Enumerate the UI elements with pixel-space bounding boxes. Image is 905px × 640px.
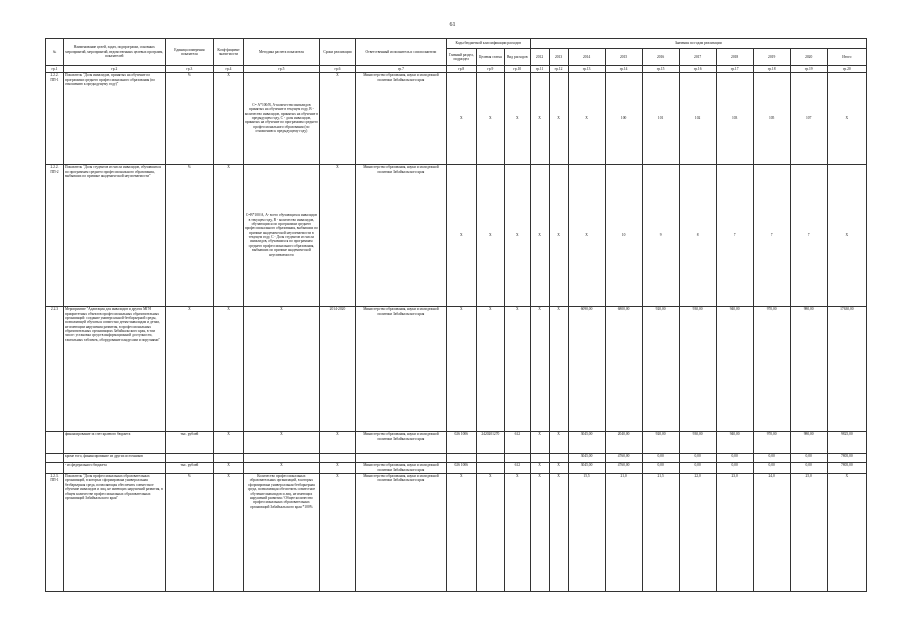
table-body	[46, 72, 867, 591]
row-total-cell: 17630,00	[827, 306, 866, 431]
header-num: №	[46, 39, 64, 66]
row-terms-cell: X	[319, 164, 355, 306]
row-year-value-cell: 0,00	[790, 462, 827, 473]
row-unit-cell: %	[165, 72, 214, 164]
header-unit: Единица измерения показателя	[165, 39, 214, 66]
col-number: гр.6	[319, 66, 355, 73]
row-year-value-cell: X	[530, 462, 549, 473]
col-number: гр.18	[753, 66, 790, 73]
table-row	[46, 462, 867, 473]
row-year-value-cell: 10	[605, 164, 642, 306]
row-method-cell	[243, 453, 319, 462]
row-terms-cell: 2014-2020	[319, 306, 355, 431]
row-year-value-cell: 930,00	[679, 306, 716, 431]
row-year-value-cell: 0,00	[790, 453, 827, 462]
table-row	[46, 453, 867, 462]
col-number: гр.14	[605, 66, 642, 73]
row-name-cell: кроме того, финансирование из других источников	[63, 453, 165, 462]
row-year-value-cell: 0,00	[679, 453, 716, 462]
row-number-cell	[46, 431, 64, 453]
row-number-cell: 2.2.2. ПП-1	[46, 72, 64, 164]
row-year-value-cell: 9	[642, 164, 679, 306]
row-name-cell: - из федерального бюджета	[63, 462, 165, 473]
row-total-cell: 7805,00	[827, 453, 866, 462]
row-name-cell: Показатель "Доля студентов из числа инвалидов, обучавшихся по программам среднего профессионального образования, выбывших по причине академической неуспеваемости"	[63, 164, 165, 306]
row-responsible-cell: Министерство образования, науки и молодежной политики Забайкальского края	[355, 306, 446, 431]
col-number: гр.7	[355, 66, 446, 73]
row-terms-cell: X	[319, 462, 355, 473]
row-year-value-cell	[530, 453, 549, 462]
row-year-value-cell: 6800,00	[605, 306, 642, 431]
row-year-value-cell: 7	[716, 164, 753, 306]
row-year-value-cell: 3045,00	[568, 462, 605, 473]
header-budget-codes: Коды бюджетной классификации расходов	[446, 39, 530, 49]
header-budget-type: Вид расходов	[505, 49, 530, 66]
row-responsible-cell: Министерство образования, науки и молодежной политики Забайкальского края	[355, 473, 446, 591]
row-year-value-cell: X	[568, 164, 605, 306]
col-number: гр.5	[243, 66, 319, 73]
col-number: гр.11	[530, 66, 549, 73]
row-total-cell: 7805,00	[827, 462, 866, 473]
row-unit-cell: %	[165, 473, 214, 591]
row-responsible-cell: Министерство образования, науки и молодежной политики Забайкальского края	[355, 431, 446, 453]
header-coef: Коэф-фициент значи-мости	[214, 39, 244, 66]
row-year-value-cell: 8	[679, 164, 716, 306]
row-responsible-cell: Министерство образования, науки и молодежной политики Забайкальского края	[355, 72, 446, 164]
row-budget-main-cell: 026 1006	[446, 462, 476, 473]
header-year-2020: 2020	[790, 49, 827, 66]
row-year-value-cell: X	[549, 306, 568, 431]
row-budget-type-cell: 612	[505, 462, 530, 473]
row-year-value-cell: 101	[642, 72, 679, 164]
row-year-value-cell: X	[530, 72, 549, 164]
row-year-value-cell: 0,00	[753, 453, 790, 462]
row-coef-cell: X	[214, 72, 244, 164]
row-total-cell: X	[827, 164, 866, 306]
row-terms-cell	[319, 453, 355, 462]
row-budget-type-cell	[505, 453, 530, 462]
row-terms-cell: X	[319, 431, 355, 453]
row-coef-cell	[214, 453, 244, 462]
header-budget-target: Целевая статья	[476, 49, 505, 66]
row-year-value-cell: X	[530, 164, 549, 306]
row-budget-type-cell: X	[505, 473, 530, 591]
row-number-cell: 2.2.2. ПП-2	[46, 164, 64, 306]
row-number-cell: 2.2.3. ПП-1	[46, 473, 64, 591]
row-budget-target-cell: 2420201270	[476, 431, 505, 453]
row-terms-cell: X	[319, 72, 355, 164]
header-budget-main: Главный раздел, подраздел	[446, 49, 476, 66]
header-year-2016: 2016	[642, 49, 679, 66]
row-terms-cell: X	[319, 473, 355, 591]
row-year-value-cell: 107	[790, 72, 827, 164]
col-number: гр.1	[46, 66, 64, 73]
program-table	[45, 38, 867, 592]
row-responsible-cell: Министерство образования, науки и молодежной политики Забайкальского края	[355, 164, 446, 306]
row-year-value-cell: 2040,00	[605, 431, 642, 453]
row-year-value-cell: 0,00	[716, 462, 753, 473]
row-year-value-cell: 102	[679, 72, 716, 164]
row-year-value-cell: X	[549, 431, 568, 453]
row-method-cell: С=В*100/А, А- всего обучающихся инвалидов в текущем году, В - количество инвалидов, обучающихся по программам среднего профессионального образования, выбывших по причине академической неуспеваемости в текущем году, С - Доля студентов из числа инвалидов, обучавшихся по программам среднего профессионального образования, выбывших по причине академической неуспеваемости	[243, 164, 319, 306]
row-year-value-cell: 21,5	[642, 473, 679, 591]
row-coef-cell: X	[214, 306, 244, 431]
row-budget-target-cell	[476, 453, 505, 462]
table-row	[46, 473, 867, 591]
row-year-value-cell: X	[530, 431, 549, 453]
header-method: Методика расчета показателя	[243, 39, 319, 66]
header-terms: Сроки реализации	[319, 39, 355, 66]
row-name-cell: Показатель "Доля инвалидов, принятых на обучение по программам среднего профессионального образования (по отношению к предыдущему году)"	[63, 72, 165, 164]
row-year-value-cell: 0,00	[753, 462, 790, 473]
header-total: Итого	[827, 49, 866, 66]
header-year-2015: 2015	[605, 49, 642, 66]
row-budget-type-cell: 612	[505, 431, 530, 453]
row-number-cell	[46, 462, 64, 473]
row-budget-main-cell: 026 1006	[446, 431, 476, 453]
row-year-value-cell: 940,00	[716, 431, 753, 453]
col-number: гр.9	[476, 66, 505, 73]
col-number: гр.10	[505, 66, 530, 73]
row-year-value-cell: 7	[753, 164, 790, 306]
row-number-cell: 2.2.3	[46, 306, 64, 431]
row-year-value-cell: X	[549, 462, 568, 473]
row-year-value-cell: 103	[716, 72, 753, 164]
row-year-value-cell: 940,00	[716, 306, 753, 431]
row-budget-target-cell: X	[476, 306, 505, 431]
col-number: гр.17	[716, 66, 753, 73]
col-number: гр.13	[568, 66, 605, 73]
row-unit-cell	[165, 453, 214, 462]
row-year-value-cell: X	[549, 164, 568, 306]
row-year-value-cell: 25,0	[790, 473, 827, 591]
row-total-cell: 9825,00	[827, 431, 866, 453]
header-year-2014: 2014	[568, 49, 605, 66]
row-year-value-cell: 0,00	[679, 462, 716, 473]
row-total-cell: X	[827, 72, 866, 164]
row-method-cell: Количество профессиональных образовательных организаций, в которых сформирована универсальная безбарьерная среда, позволяющая обеспечить совместное обучение инвалидов и лиц, не имеющих нарушений развития / Общее количество профессиональных образовательных организаций Забайкальского края *100%	[243, 473, 319, 591]
col-number: гр.8	[446, 66, 476, 73]
table-row	[46, 306, 867, 431]
row-method-cell: X	[243, 462, 319, 473]
row-year-value-cell: 980,00	[790, 431, 827, 453]
row-method-cell: X	[243, 431, 319, 453]
row-year-value-cell: 4760,00	[605, 453, 642, 462]
row-method-cell: С= А*100/В, А-количество инвалидов принятых на обучение в текущем году, В - количество инвалидов, принятых на обучение в предыдущем году, С - доля инвалидов, принятых на обучение по программам среднего профессионального образования (по отношению к предыдущему году)	[243, 72, 319, 164]
row-year-value-cell: X	[530, 306, 549, 431]
row-year-value-cell: 0,00	[716, 453, 753, 462]
row-unit-cell: тыс. рублей	[165, 462, 214, 473]
row-year-value-cell: 0,00	[642, 462, 679, 473]
col-number: гр.19	[790, 66, 827, 73]
header-year-2017: 2017	[679, 49, 716, 66]
row-coef-cell: X	[214, 473, 244, 591]
table-row	[46, 164, 867, 306]
row-budget-type-cell: X	[505, 306, 530, 431]
row-budget-main-cell: X	[446, 473, 476, 591]
row-year-value-cell: X	[549, 473, 568, 591]
row-year-value-cell: 920,00	[642, 306, 679, 431]
row-name-cell: Показатель "Доля профессиональных образовательных организаций, в которых сформирована универсальная безбарьерная среда, позволяющая обеспечить совместное обучение инвалидов и лиц, не имеющих нарушений развития, в общем количестве профессиональных образовательных организаций Забайкальского края"	[63, 473, 165, 591]
row-total-cell: X	[827, 473, 866, 591]
row-year-value-cell	[549, 453, 568, 462]
col-number: гр.12	[549, 66, 568, 73]
row-year-value-cell: 23,0	[716, 473, 753, 591]
row-year-value-cell: X	[549, 72, 568, 164]
row-budget-main-cell	[446, 453, 476, 462]
row-year-value-cell: 930,00	[679, 431, 716, 453]
row-year-value-cell: 24,0	[753, 473, 790, 591]
row-year-value-cell: 920,00	[642, 431, 679, 453]
row-coef-cell: X	[214, 164, 244, 306]
row-year-value-cell: 3045,00	[568, 431, 605, 453]
row-coef-cell: X	[214, 462, 244, 473]
row-unit-cell: X	[165, 306, 214, 431]
col-number: гр.4	[214, 66, 244, 73]
table-row	[46, 72, 867, 164]
row-year-value-cell: 970,00	[753, 306, 790, 431]
row-budget-target-cell	[476, 462, 505, 473]
row-budget-main-cell: X	[446, 306, 476, 431]
row-year-value-cell: 970,00	[753, 431, 790, 453]
header-year-2018: 2018	[716, 49, 753, 66]
header-year-2013: 2013	[549, 49, 568, 66]
row-budget-type-cell: X	[505, 72, 530, 164]
row-budget-target-cell: X	[476, 473, 505, 591]
row-year-value-cell: 4760,00	[605, 462, 642, 473]
row-year-value-cell: X	[568, 72, 605, 164]
row-name-cell: Мероприятие "Адаптация для инвалидов и других МГН приоритетных объектов профессиональных образовательных организаций: создание универсальной безбарьерной среды, позволяющей обучаться совместно детям-инвалидам и детям, не имеющим нарушения развития, в профессиональных образовательных организациях Забайкальского края, в том числе: установка средств информационной доступности, тактильных табличек, оборудование пандусами и поручнями"	[63, 306, 165, 431]
row-year-value-cell: 0,00	[642, 453, 679, 462]
row-responsible-cell	[355, 453, 446, 462]
page-number: 61	[449, 22, 456, 28]
row-responsible-cell: Министерство образования, науки и молодежной политики Забайкальского края	[355, 462, 446, 473]
row-year-value-cell: 3045,00	[568, 453, 605, 462]
row-year-value-cell: 21,0	[605, 473, 642, 591]
row-name-cell: финансирование за счет краевого бюджета	[63, 431, 165, 453]
row-year-value-cell: X	[530, 473, 549, 591]
row-coef-cell: X	[214, 431, 244, 453]
row-unit-cell: тыс. рублей	[165, 431, 214, 453]
row-budget-target-cell: X	[476, 72, 505, 164]
col-number: гр.16	[679, 66, 716, 73]
header-year-2019: 2019	[753, 49, 790, 66]
col-number: гр.20	[827, 66, 866, 73]
row-method-cell: X	[243, 306, 319, 431]
col-number: гр.2	[63, 66, 165, 73]
row-year-value-cell: 7	[790, 164, 827, 306]
header-values-by-year: Значения по годам реализации	[530, 39, 867, 49]
header-responsible: Ответственный исполнитель и соисполнители	[355, 39, 446, 66]
row-budget-target-cell: X	[476, 164, 505, 306]
row-year-value-cell: 6090,00	[568, 306, 605, 431]
row-budget-main-cell: X	[446, 72, 476, 164]
row-budget-main-cell: X	[446, 164, 476, 306]
col-number: гр.3	[165, 66, 214, 73]
col-number: гр.15	[642, 66, 679, 73]
row-unit-cell: %	[165, 164, 214, 306]
table-row	[46, 431, 867, 453]
row-year-value-cell: 100	[605, 72, 642, 164]
row-year-value-cell: 105	[753, 72, 790, 164]
row-year-value-cell: 980,00	[790, 306, 827, 431]
row-year-value-cell: 22,0	[679, 473, 716, 591]
row-budget-type-cell: X	[505, 164, 530, 306]
row-year-value-cell: 15,5	[568, 473, 605, 591]
header-name: Наименование целей, задач, подпрограмм, основных мероприятий, мероприятий, ведомственных целевых программ, показателей	[63, 39, 165, 66]
header-year-2012: 2012	[530, 49, 549, 66]
row-number-cell	[46, 453, 64, 462]
